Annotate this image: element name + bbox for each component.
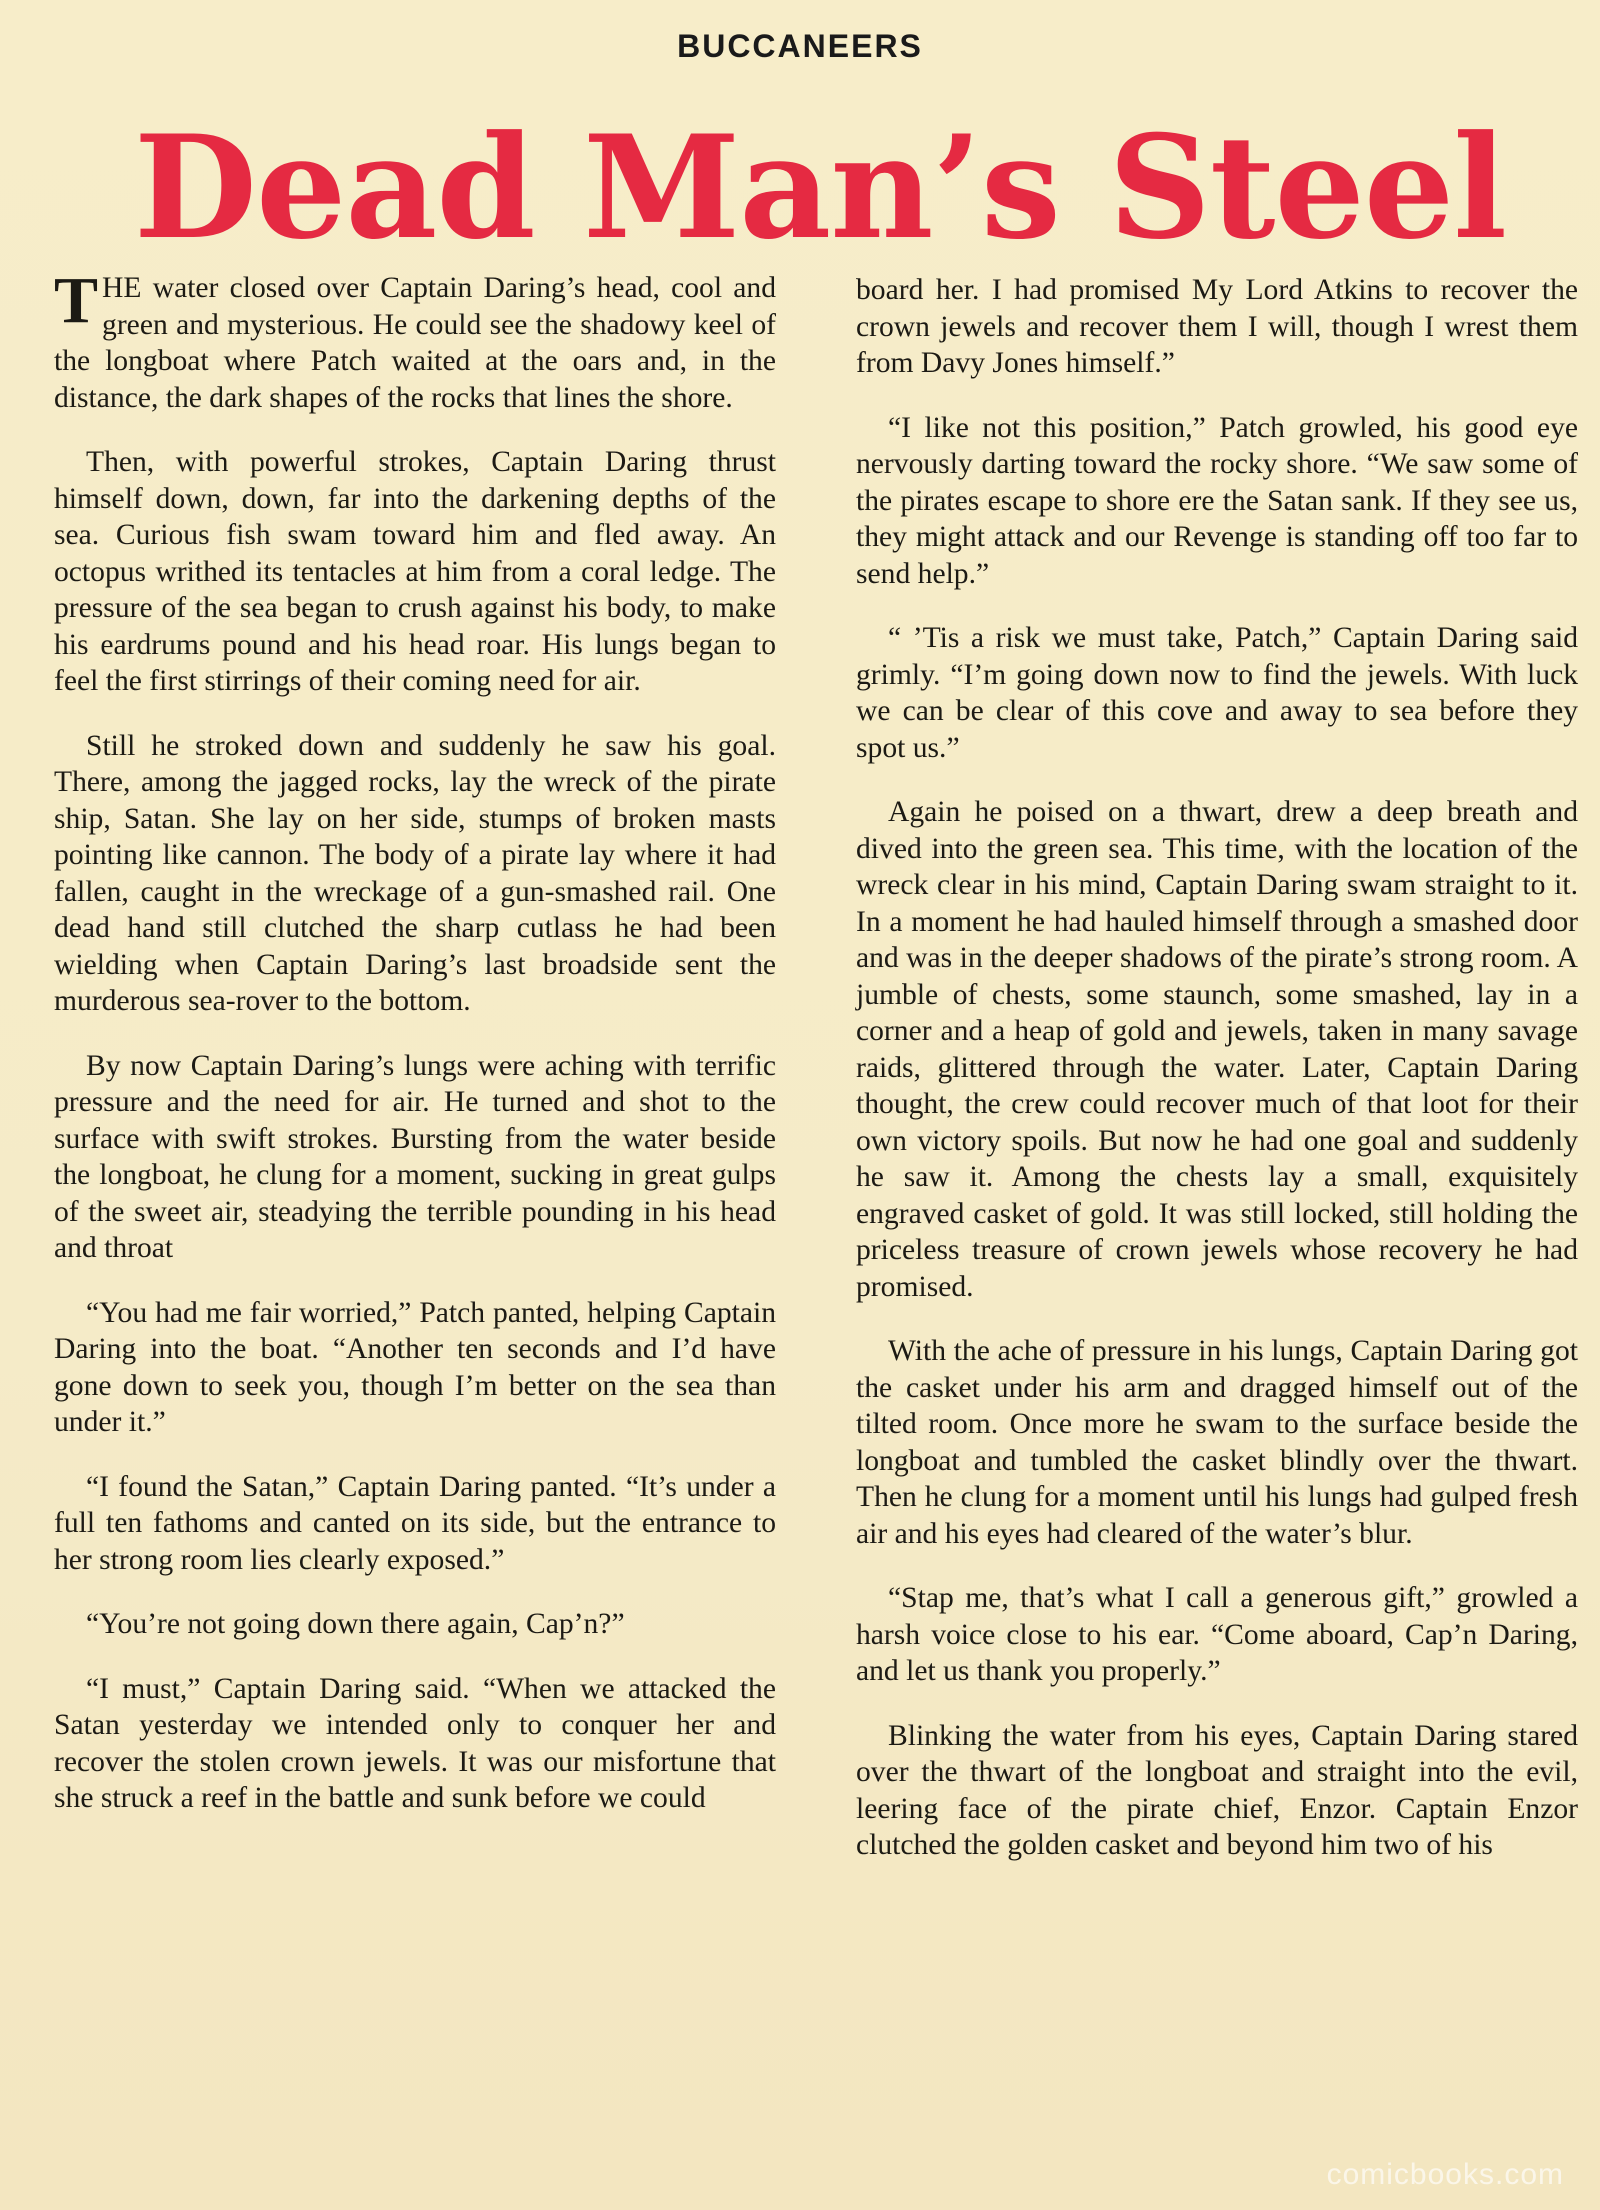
paragraph: By now Captain Daring’s lungs were aching with terrific pressure and the need for air. He turned and shot to the surface with swift strokes. Bursting from the water beside the longboat, he clung for a moment, sucking in great gulps of the sweet air, steadying the terrible pounding in his head and throat bbox=[54, 1049, 776, 1264]
paragraph: “I found the Satan,” Captain Daring panted. “It’s under a full ten fathoms and canted on its side, but the entrance to her strong room lies clearly exposed.” bbox=[54, 1470, 776, 1576]
paragraph: Still he stroked down and suddenly he saw his goal. There, among the jagged rocks, lay the wreck of the pirate ship, Satan. She lay on her side, stumps of broken masts pointing like cannon. The body of a pirate lay where it had fallen, caught in the wreckage of a gun-smashed rail. One dead hand still clutched the sharp cutlass he had been wielding when Captain Daring’s last broadside sent the murderous sea-rover to the bottom. bbox=[54, 729, 776, 1017]
paragraph: Again he poised on a thwart, drew a deep breath and dived into the green sea. This time, with the location of the wreck clear in his mind, Captain Daring swam straight to it. In a moment he had hauled himself through a smashed door and was in the deeper shadows of the pirate’s strong room. A jumble of chests, some staunch, some smashed, lay in a corner and a heap of gold and jewels, taken in many savage raids, glittered through the water. Later, Captain Daring thought, the crew could recover much of that loot for their own victory spoils. But now he had one goal and suddenly he saw it. Among the chests lay a small, exquisitely engraved casket of gold. It was still locked, still holding the priceless treasure of crown jewels whose recovery he had promised. bbox=[856, 796, 1578, 1303]
paragraph: “ ’Tis a risk we must take, Patch,” Captain Daring said grimly. “I’m going down now to find the jewels. With luck we can be clear of this cove and away to sea before they spot us.” bbox=[856, 622, 1578, 764]
paragraph: “Stap me, that’s what I call a generous gift,” growled a harsh voice close to his ear. “Come aboard, Cap’n Daring, and let us thank you properly.” bbox=[856, 1582, 1578, 1687]
running-head: BUCCANEERS bbox=[677, 28, 923, 64]
drop-cap: T bbox=[54, 264, 99, 337]
right-column bbox=[856, 272, 1578, 1892]
paragraph bbox=[54, 264, 776, 416]
site-watermark: comicbooks.com bbox=[1326, 2158, 1564, 2191]
paragraph: Blinking the water from his eyes, Captain Daring stared over the thwart of the longboat and straight into the evil, leering face of the pirate chief, Enzor. Captain Enzor clutched the golden casket and beyond him two of his bbox=[856, 1719, 1578, 1861]
paragraph: Then, with powerful strokes, Captain Daring thrust himself down, down, far into the darkening depths of the sea. Curious fish swam toward him and fled away. An octopus writhed its tentacles at him from a coral ledge. The pressure of the sea began to crush against his body, to make his eardrums pound and his head roar. His lungs began to feel the first stirrings of their coming need for air. bbox=[54, 446, 776, 697]
paragraph: With the ache of pressure in his lungs, Captain Daring got the casket under his arm and dragged himself out of the tilted room. Once more he swam to the surface beside the longboat and tumbled the casket blindly over the thwart. Then he clung for a moment until his lungs had gulped fresh air and his eyes had cleared of the water’s blur. bbox=[856, 1335, 1578, 1550]
paragraph: “You had me fair worried,” Patch panted, helping Captain Daring into the boat. “Another ten seconds and I’d have gone down to seek you, though I’m better on the sea than under it.” bbox=[54, 1296, 776, 1438]
paragraph-text: HE water closed over Captain Daring’s head, cool and green and mysterious. He could see the shadowy keel of the longboat where Patch waited at the oars and, in the distance, the dark shapes of the rocks that lines the shore. bbox=[54, 272, 776, 414]
left-column bbox=[54, 264, 776, 1845]
paragraph: “I like not this position,” Patch growled, his good eye nervously darting toward the rocky shore. “We saw some of the pirates escape to shore ere the Satan sank. If they see us, they might attack and our Revenge is standing off too far to send help.” bbox=[856, 411, 1578, 590]
story-title: Dead Man’s Steel bbox=[133, 105, 1507, 271]
paragraph: “You’re not going down there again, Cap’n?” bbox=[86, 1608, 625, 1640]
paragraph: board her. I had promised My Lord Atkins to recover the crown jewels and recover them I will, though I wrest them from Davy Jones himself.” bbox=[856, 274, 1578, 379]
paragraph: “I must,” Captain Daring said. “When we attacked the Satan yesterday we intended only to conquer her and recover the stolen crown jewels. It was our misfortune that she struck a reef in the battle and sunk before we could bbox=[54, 1672, 776, 1814]
